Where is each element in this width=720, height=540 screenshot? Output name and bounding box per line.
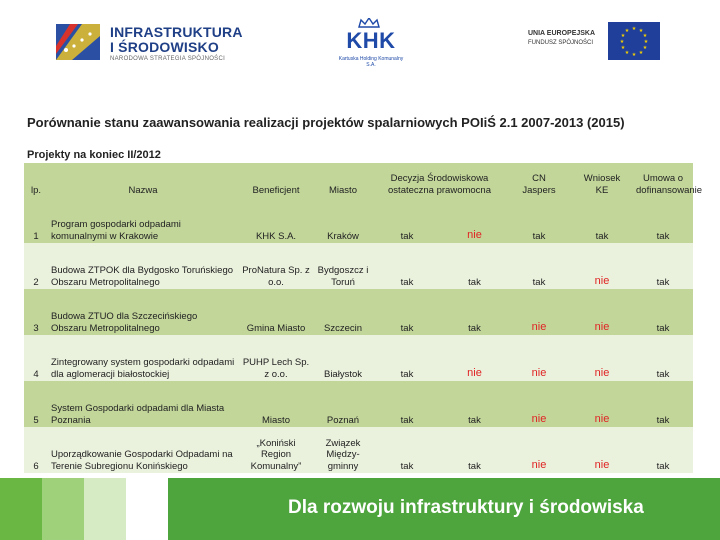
cell-umowa: tak xyxy=(633,197,693,243)
cell-name: Zintegrowany system gospodarki odpadami dla aglomeracji białostockiej xyxy=(48,335,238,381)
table-row xyxy=(24,197,693,243)
cell-miasto: Związek Między-gminny xyxy=(314,427,372,473)
svg-text:★: ★ xyxy=(624,50,630,56)
infrastruktura-logo xyxy=(52,14,242,70)
header-decyzja-sub: ostateczna prawomocna xyxy=(388,184,491,196)
cell-ostateczna: tak xyxy=(372,289,442,335)
table-row xyxy=(24,381,693,427)
svg-text:★: ★ xyxy=(643,39,649,45)
table-header-row xyxy=(24,163,693,197)
eu-flag-icon xyxy=(608,22,660,60)
cell-umowa: tak xyxy=(633,289,693,335)
cell-wniosek: nie xyxy=(571,335,633,381)
cell-cn: nie xyxy=(507,289,571,335)
cell-wniosek: tak xyxy=(571,197,633,243)
footer-slogan: Dla rozwoju infrastruktury i środowiska xyxy=(288,497,644,518)
svg-text:★: ★ xyxy=(631,52,637,58)
cell-prawomocna: nie xyxy=(442,335,507,381)
cell-ostateczna: tak xyxy=(372,381,442,427)
cell-miasto: Białystok xyxy=(314,335,372,381)
cell-umowa: tak xyxy=(633,243,693,289)
cell-ostateczna: tak xyxy=(372,335,442,381)
cell-name: Budowa ZTPOK dla Bydgosko Toruńskiego Obszaru Metropolitalnego xyxy=(48,243,238,289)
cell-beneficjent: „Koniński Region Komunalny” xyxy=(238,427,314,473)
cell-beneficjent: KHK S.A. xyxy=(238,197,314,243)
header-decyzja xyxy=(372,163,507,197)
cell-cn: nie xyxy=(507,427,571,473)
cell-name: System Gospodarki odpadami dla Miasta Poznania xyxy=(48,381,238,427)
cell-lp: 2 xyxy=(24,243,48,289)
cell-umowa: tak xyxy=(633,335,693,381)
cell-name: Budowa ZTUO dla Szczecińskiego Obszaru Metropolitalnego xyxy=(48,289,238,335)
header-decyzja-title: Decyzja Środowiskowa xyxy=(390,173,489,185)
cell-ostateczna: tak xyxy=(372,243,442,289)
cell-lp: 4 xyxy=(24,335,48,381)
ois-logo-line1: INFRASTRUKTURA xyxy=(110,24,243,40)
cell-beneficjent: Miasto xyxy=(238,381,314,427)
cell-wniosek: nie xyxy=(571,427,633,473)
cell-prawomocna: tak xyxy=(442,243,507,289)
footer-decor-block xyxy=(126,478,168,540)
table-row xyxy=(24,243,693,289)
footer-banner xyxy=(0,478,720,540)
svg-text:★: ★ xyxy=(619,39,625,45)
cell-ostateczna: tak xyxy=(372,427,442,473)
page-title: Porównanie stanu zaawansowania realizacji projektów spalarniowych POIiŚ 2.1 2007-2013 (2015) xyxy=(27,115,625,130)
svg-text:★: ★ xyxy=(642,33,648,39)
svg-text:★: ★ xyxy=(642,45,648,51)
cell-prawomocna: tak xyxy=(442,381,507,427)
cell-wniosek: nie xyxy=(571,289,633,335)
cell-cn: tak xyxy=(507,243,571,289)
cell-beneficjent: ProNatura Sp. z o.o. xyxy=(238,243,314,289)
header-wniosek-title: Wniosek xyxy=(583,173,621,185)
header-lp: lp. xyxy=(24,163,48,197)
table-row xyxy=(24,427,693,473)
eu-logo-line2: FUNDUSZ SPÓJNOŚCI xyxy=(528,40,594,46)
header-umowa-sub: dofinansowanie xyxy=(636,184,703,196)
header-wniosek xyxy=(571,163,633,197)
header-beneficjent: Beneficjent xyxy=(238,163,314,197)
cell-name: Uporządkowanie Gospodarki Odpadami na Terenie Subregionu Konińskiego xyxy=(48,427,238,473)
svg-text:★: ★ xyxy=(620,45,626,51)
cell-cn: tak xyxy=(507,197,571,243)
footer-decor-block xyxy=(84,478,126,540)
eu-stars-logo-icon xyxy=(52,16,104,64)
cell-ostateczna: tak xyxy=(372,197,442,243)
header-cn xyxy=(507,163,571,197)
khk-logo-subtitle: Kartuska Holding Komunalny S.A. xyxy=(338,56,404,68)
cell-miasto: Szczecin xyxy=(314,289,372,335)
cell-wniosek: nie xyxy=(571,243,633,289)
svg-text:★: ★ xyxy=(631,26,637,32)
ois-logo-subtitle: NARODOWA STRATEGIA SPÓJNOŚCI xyxy=(110,56,226,62)
table-row xyxy=(24,335,693,381)
cell-lp: 3 xyxy=(24,289,48,335)
footer-decor-block xyxy=(0,478,42,540)
svg-text:★: ★ xyxy=(638,28,644,34)
header-name: Nazwa xyxy=(48,163,238,197)
cell-miasto: Kraków xyxy=(314,197,372,243)
eu-logo xyxy=(528,22,663,62)
cell-umowa: tak xyxy=(633,427,693,473)
cell-cn: nie xyxy=(507,381,571,427)
crown-icon xyxy=(358,18,380,28)
footer-decor-block xyxy=(42,478,84,540)
khk-logo-text: KHK xyxy=(346,28,396,53)
cell-name: Program gospodarki odpadami komunalnymi w Krakowie xyxy=(48,197,238,243)
cell-prawomocna: nie xyxy=(442,197,507,243)
header-miasto: Miasto xyxy=(314,163,372,197)
table-row xyxy=(24,289,693,335)
cell-beneficjent: PUHP Lech Sp. z o.o. xyxy=(238,335,314,381)
ois-logo-line2: I ŚRODOWISKO xyxy=(110,39,219,55)
cell-lp: 6 xyxy=(24,427,48,473)
header-cn-title: CN xyxy=(532,173,546,185)
khk-logo xyxy=(334,18,408,66)
cell-prawomocna: tak xyxy=(442,427,507,473)
cell-umowa: tak xyxy=(633,381,693,427)
cell-miasto: Poznań xyxy=(314,381,372,427)
cell-lp: 5 xyxy=(24,381,48,427)
svg-text:★: ★ xyxy=(624,28,630,34)
svg-text:★: ★ xyxy=(638,50,644,56)
cell-beneficjent: Gmina Miasto xyxy=(238,289,314,335)
header-cn-sub: Jaspers xyxy=(522,184,556,196)
cell-prawomocna: tak xyxy=(442,289,507,335)
cell-lp: 1 xyxy=(24,197,48,243)
svg-text:★: ★ xyxy=(620,33,626,39)
cell-wniosek: nie xyxy=(571,381,633,427)
header-wniosek-sub: KE xyxy=(595,184,609,196)
eu-logo-line1: UNIA EUROPEJSKA xyxy=(528,30,596,37)
page-subtitle: Projekty na koniec II/2012 xyxy=(27,149,161,161)
table-body xyxy=(24,197,693,473)
cell-cn: nie xyxy=(507,335,571,381)
header-umowa-title: Umowa o xyxy=(642,173,684,185)
header-umowa xyxy=(633,163,703,197)
projects-table xyxy=(24,163,703,473)
cell-miasto: Bydgoszcz i Toruń xyxy=(314,243,372,289)
